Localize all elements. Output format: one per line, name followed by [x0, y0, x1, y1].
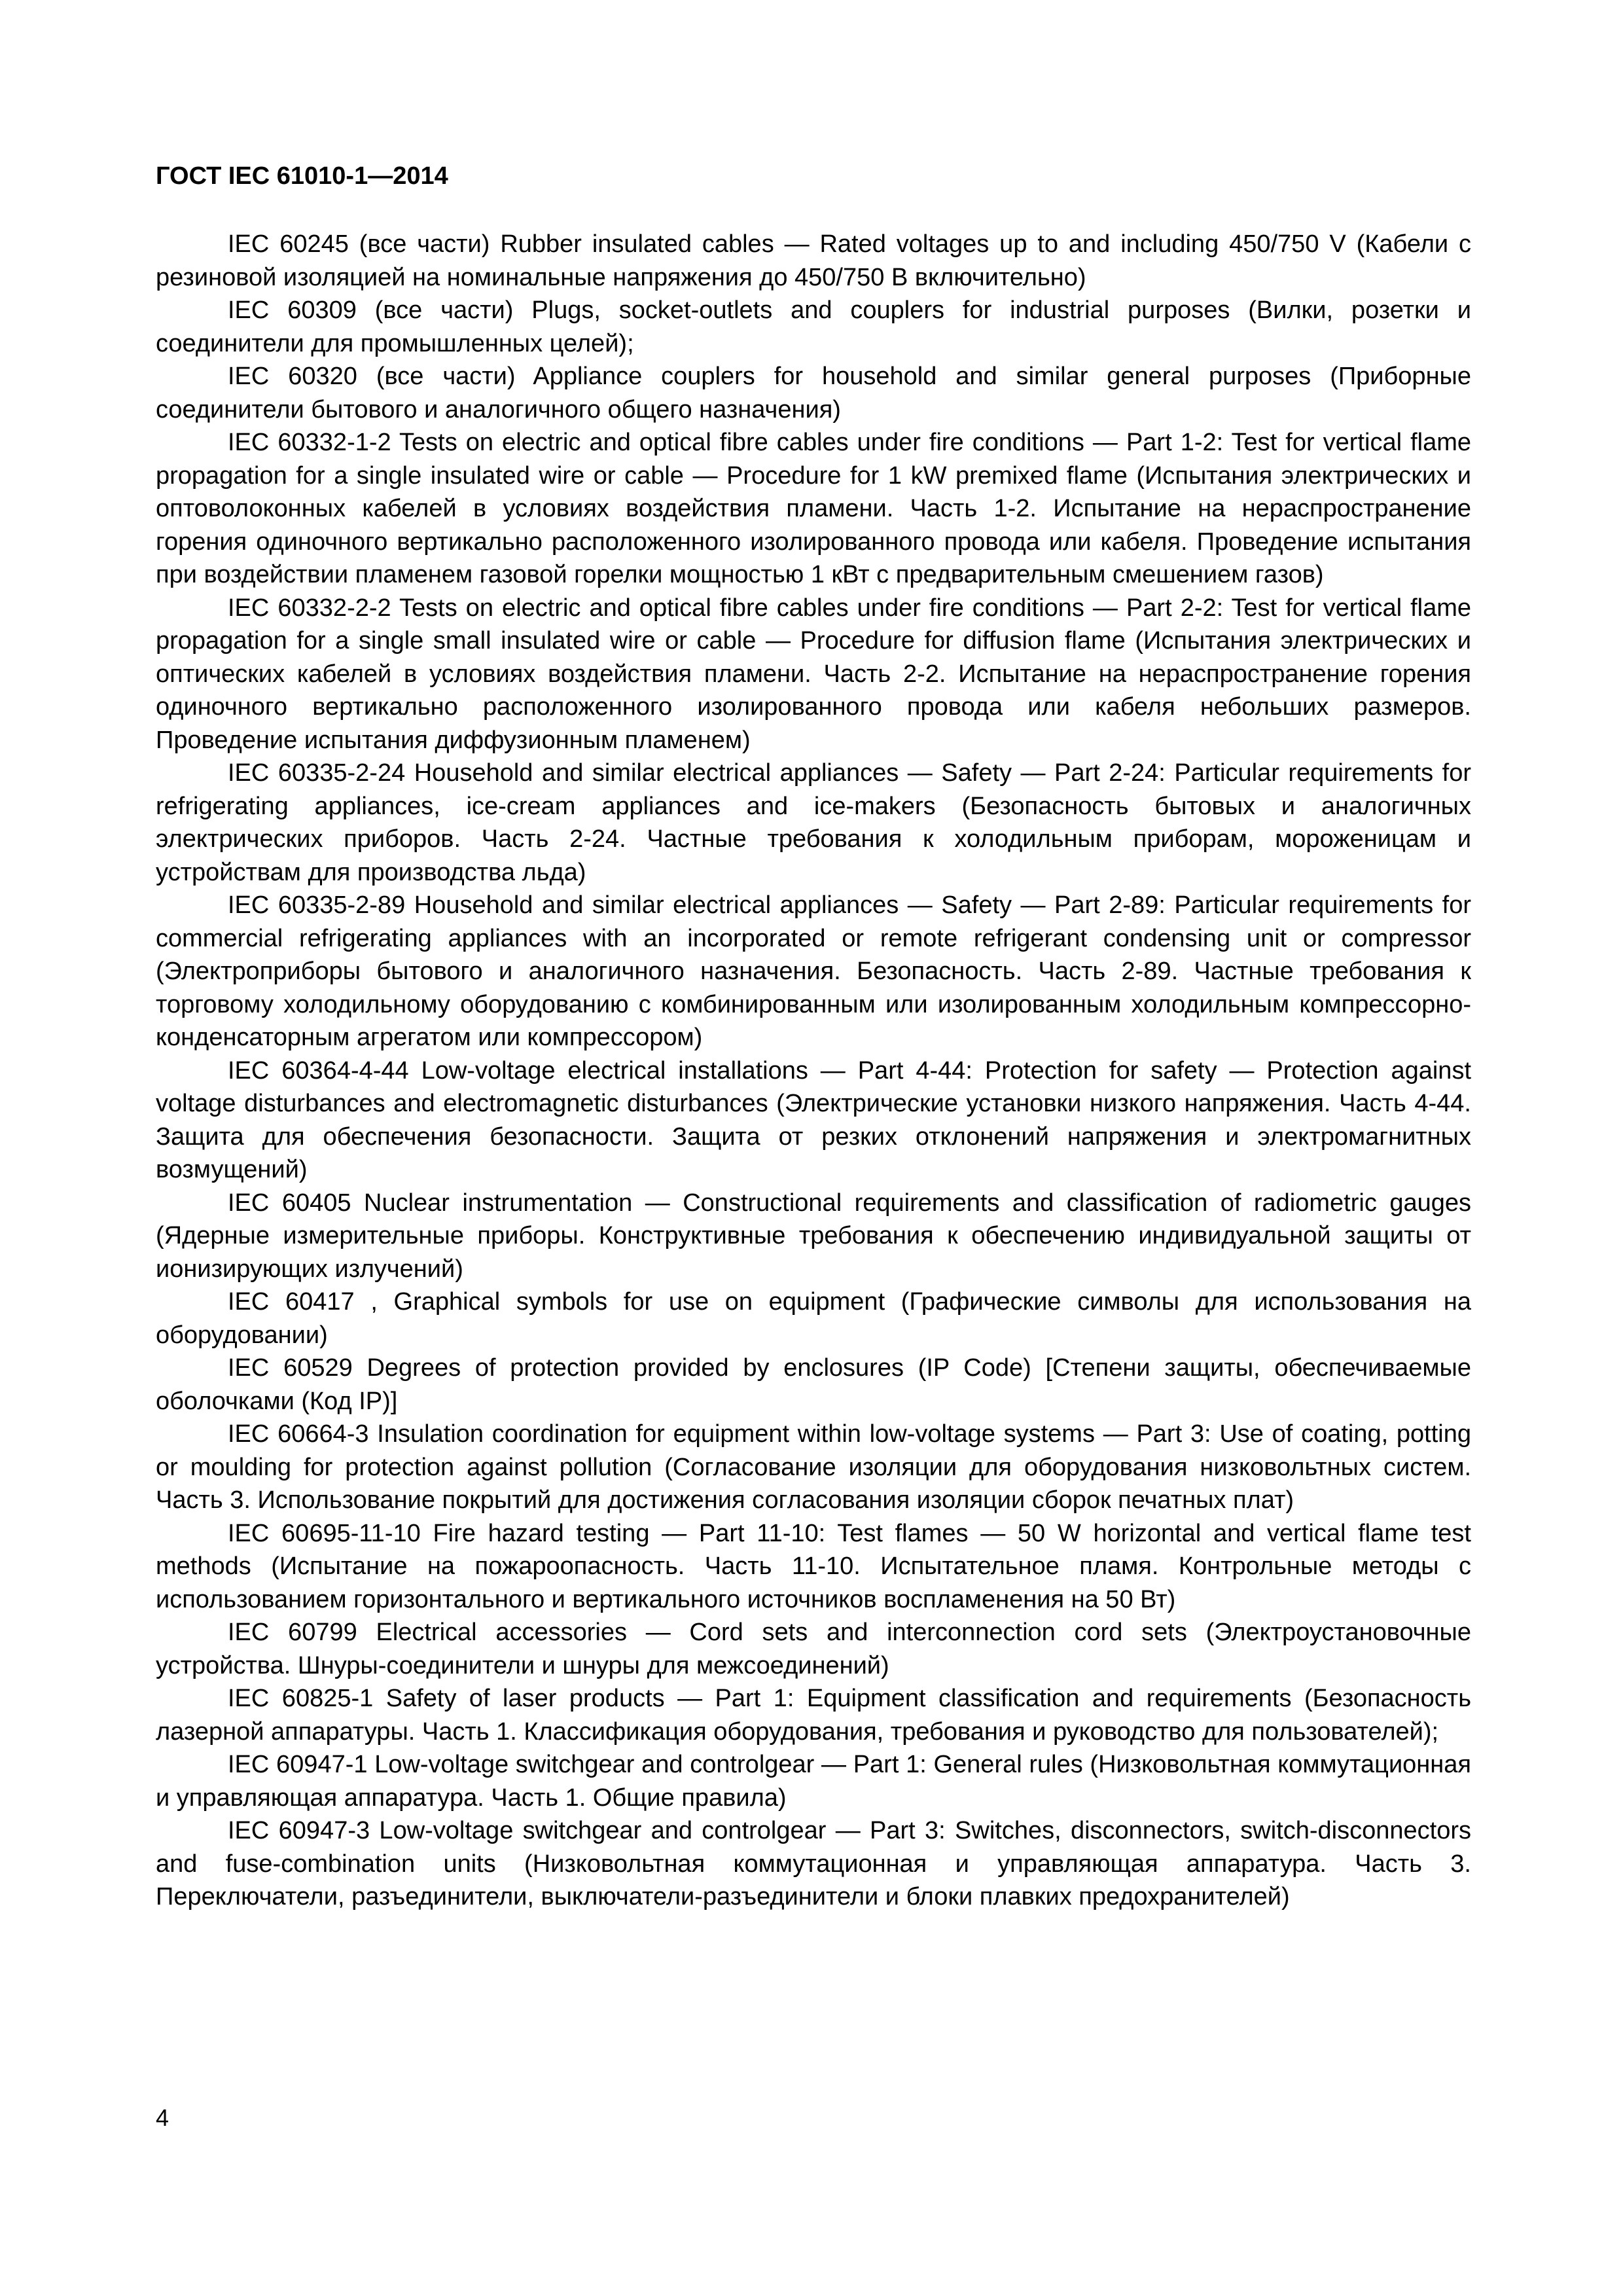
- reference-item: IEC 60695-11-10 Fire hazard testing — Part 11-10: Test flames — 50 W horizontal and vertical flame test methods (Испытание на пожароопасность. Часть 11-10. Испытательное пламя. Контрольные методы с использованием горизонтального и вертикального источников воспламенения на 50 Вт): [156, 1519, 1471, 1613]
- reference-item: IEC 60309 (все части) Plugs, socket-outlets and couplers for industrial purposes (Вилки, розетки и соединители для промышленных целей);: [156, 296, 1471, 357]
- reference-item: IEC 60245 (все части) Rubber insulated cables — Rated voltages up to and including 450/750 V (Кабели с резиновой изоляцией на номинальные напряжения до 450/750 В включительно): [156, 230, 1471, 291]
- reference-item: IEC 60529 Degrees of protection provided by enclosures (IP Code) [Степени защиты, обеспечиваемые оболочками (Код IP)]: [156, 1354, 1471, 1415]
- reference-item: IEC 60947-3 Low-voltage switchgear and controlgear — Part 3: Switches, disconnectors, switch-disconnectors and fuse-combination units (Низковольтная коммутационная и управляющая аппаратура. Часть 3. Переключатели, разъединители, выключатели-разъединители и блоки плавких предохранителей): [156, 1817, 1471, 1910]
- normative-references-list: [156, 228, 1471, 1914]
- reference-item: IEC 60364-4-44 Low-voltage electrical installations — Part 4-44: Protection for safety — Protection against voltage disturbances and electromagnetic disturbances (Электрические установки низкого напряжения. Часть 4-44. Защита для обеспечения безопасности. Защита от резких отклонений напряжения и электромагнитных возмущений): [156, 1056, 1471, 1183]
- reference-item: IEC 60332-2-2 Tests on electric and optical fibre cables under fire conditions — Part 2-2: Test for vertical flame propagation for a single small insulated wire or cable — Procedure for diffusion flame (Испытания электрических и оптических кабелей в условиях воздействия пламени. Часть 2-2. Испытание на нераспространение горения одиночного вертикально расположенного изолированного провода или кабеля небольших размеров. Проведение испытания диффузионным пламенем): [156, 594, 1471, 754]
- standard-designation: ГОСТ IEC 61010-1—2014: [156, 162, 448, 190]
- reference-item: IEC 60332-1-2 Tests on electric and optical fibre cables under fire conditions — Part 1-2: Test for vertical flame propagation for a single insulated wire or cable — Procedure for 1 kW premixed flame (Испытания электрических и оптоволоконных кабелей в условиях воздействия пламени. Часть 1-2. Испытание на нераспространение горения одиночного вертикально расположенного изолированного провода или кабеля. Проведение испытания при воздействии пламенем газовой горелки мощностью 1 кВт с предварительным смешением газов): [156, 429, 1471, 588]
- reference-item: IEC 60320 (все части) Appliance couplers for household and similar general purposes (Приборные соединители бытового и аналогичного общего назначения): [156, 363, 1471, 423]
- reference-item: IEC 60417 , Graphical symbols for use on equipment (Графические символы для использования на оборудовании): [156, 1288, 1471, 1349]
- reference-item: IEC 60335-2-24 Household and similar electrical appliances — Safety — Part 2-24: Particular requirements for refrigerating appliances, ice-cream appliances and ice-makers (Безопасность бытовых и аналогичных электрических приборов. Часть 2-24. Частные требования к холодильным приборам, мороженицам и устройствам для производства льда): [156, 759, 1471, 886]
- reference-item: IEC 60799 Electrical accessories — Cord sets and interconnection cord sets (Электроустановочные устройства. Шнуры-соединители и шнуры для межсоединений): [156, 1619, 1471, 1679]
- reference-item: IEC 60664-3 Insulation coordination for equipment within low-voltage systems — Part 3: Use of coating, potting or moulding for protection against pollution (Согласование изоляции для оборудования низковольтных систем. Часть 3. Использование покрытий для достижения согласования изоляции сборок печатных плат): [156, 1420, 1471, 1514]
- reference-item: IEC 60825-1 Safety of laser products — Part 1: Equipment classification and requirements (Безопасность лазерной аппаратуры. Часть 1. Классификация оборудования, требования и руководство для пользователей);: [156, 1685, 1471, 1746]
- reference-item: IEC 60947-1 Low-voltage switchgear and controlgear — Part 1: General rules (Низковольтная коммутационная и управляющая аппаратура. Часть 1. Общие правила): [156, 1751, 1471, 1812]
- reference-item: IEC 60335-2-89 Household and similar electrical appliances — Safety — Part 2-89: Particular requirements for commercial refrigerating appliances with an incorporated or remote refrigerant condensing unit or compressor (Электроприборы бытового и аналогичного назначения. Безопасность. Часть 2-89. Частные требования к торговому холодильному оборудованию с комбинированным или изолированным холодильным компрессорно-конденсаторным агрегатом или компрессором): [156, 891, 1471, 1051]
- page-number: 4: [156, 2104, 169, 2131]
- reference-item: IEC 60405 Nuclear instrumentation — Constructional requirements and classification of radiometric gauges (Ядерные измерительные приборы. Конструктивные требования к обеспечению индивидуальной защиты от ионизирующих излучений): [156, 1189, 1471, 1283]
